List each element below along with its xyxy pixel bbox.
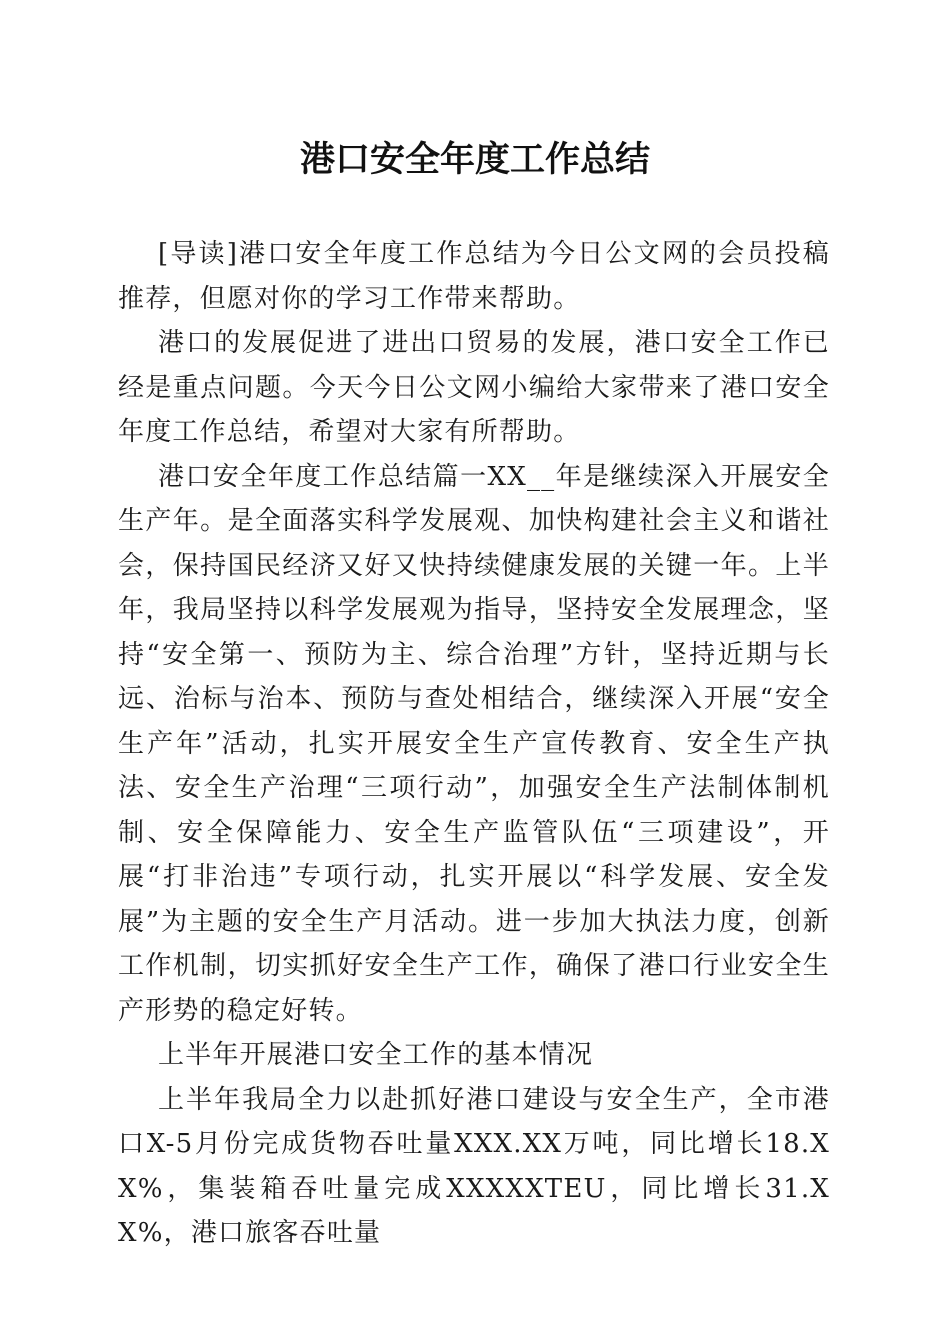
paragraph-background: 港口的发展促进了进出口贸易的发展，港口安全工作已经是重点问题。今天今日公文网小编给大家带来了港口安全年度工作总结，希望对大家有所帮助。 bbox=[118, 328, 830, 447]
document-body bbox=[118, 232, 830, 1256]
paragraph-article-one: 港口安全年度工作总结篇一XX__年是继续深入开展安全生产年。是全面落实科学发展观、加快构建社会主义和谐社会，保持国民经济又好又快持续健康发展的关键一年。上半年，我局坚持以科学发展观为指导，坚持安全发展理念，坚持“安全第一、预防为主、综合治理”方针，坚持近期与长远、治标与治本、预防与查处相结合，继续深入开展“安全生产年”活动，扎实开展安全生产宣传教育、安全生产执法、安全生产治理“三项行动”，加强安全生产法制体制机制、安全保障能力、安全生产监管队伍“三项建设”，开展“打非治违”专项行动，扎实开展以“科学发展、安全发展”为主题的安全生产月活动。进一步加大执法力度，创新工作机制，切实抓好安全生产工作，确保了港口行业安全生产形势的稳定好转。 bbox=[118, 461, 830, 1026]
paragraph-statistics: 上半年我局全力以赴抓好港口建设与安全生产，全市港口X-5月份完成货物吞吐量XXX.XX万吨，同比增长18.XX%，集装箱吞吐量完成XXXXXTEU，同比增长31.XX%，港口旅客吞吐量 bbox=[118, 1084, 830, 1248]
section-heading: 上半年开展港口安全工作的基本情况 bbox=[158, 1040, 594, 1070]
document-title: 港口安全年度工作总结 bbox=[299, 139, 650, 180]
paragraph-intro: [导读]港口安全年度工作总结为今日公文网的会员投稿推荐，但愿对你的学习工作带来帮助。 bbox=[118, 239, 830, 314]
